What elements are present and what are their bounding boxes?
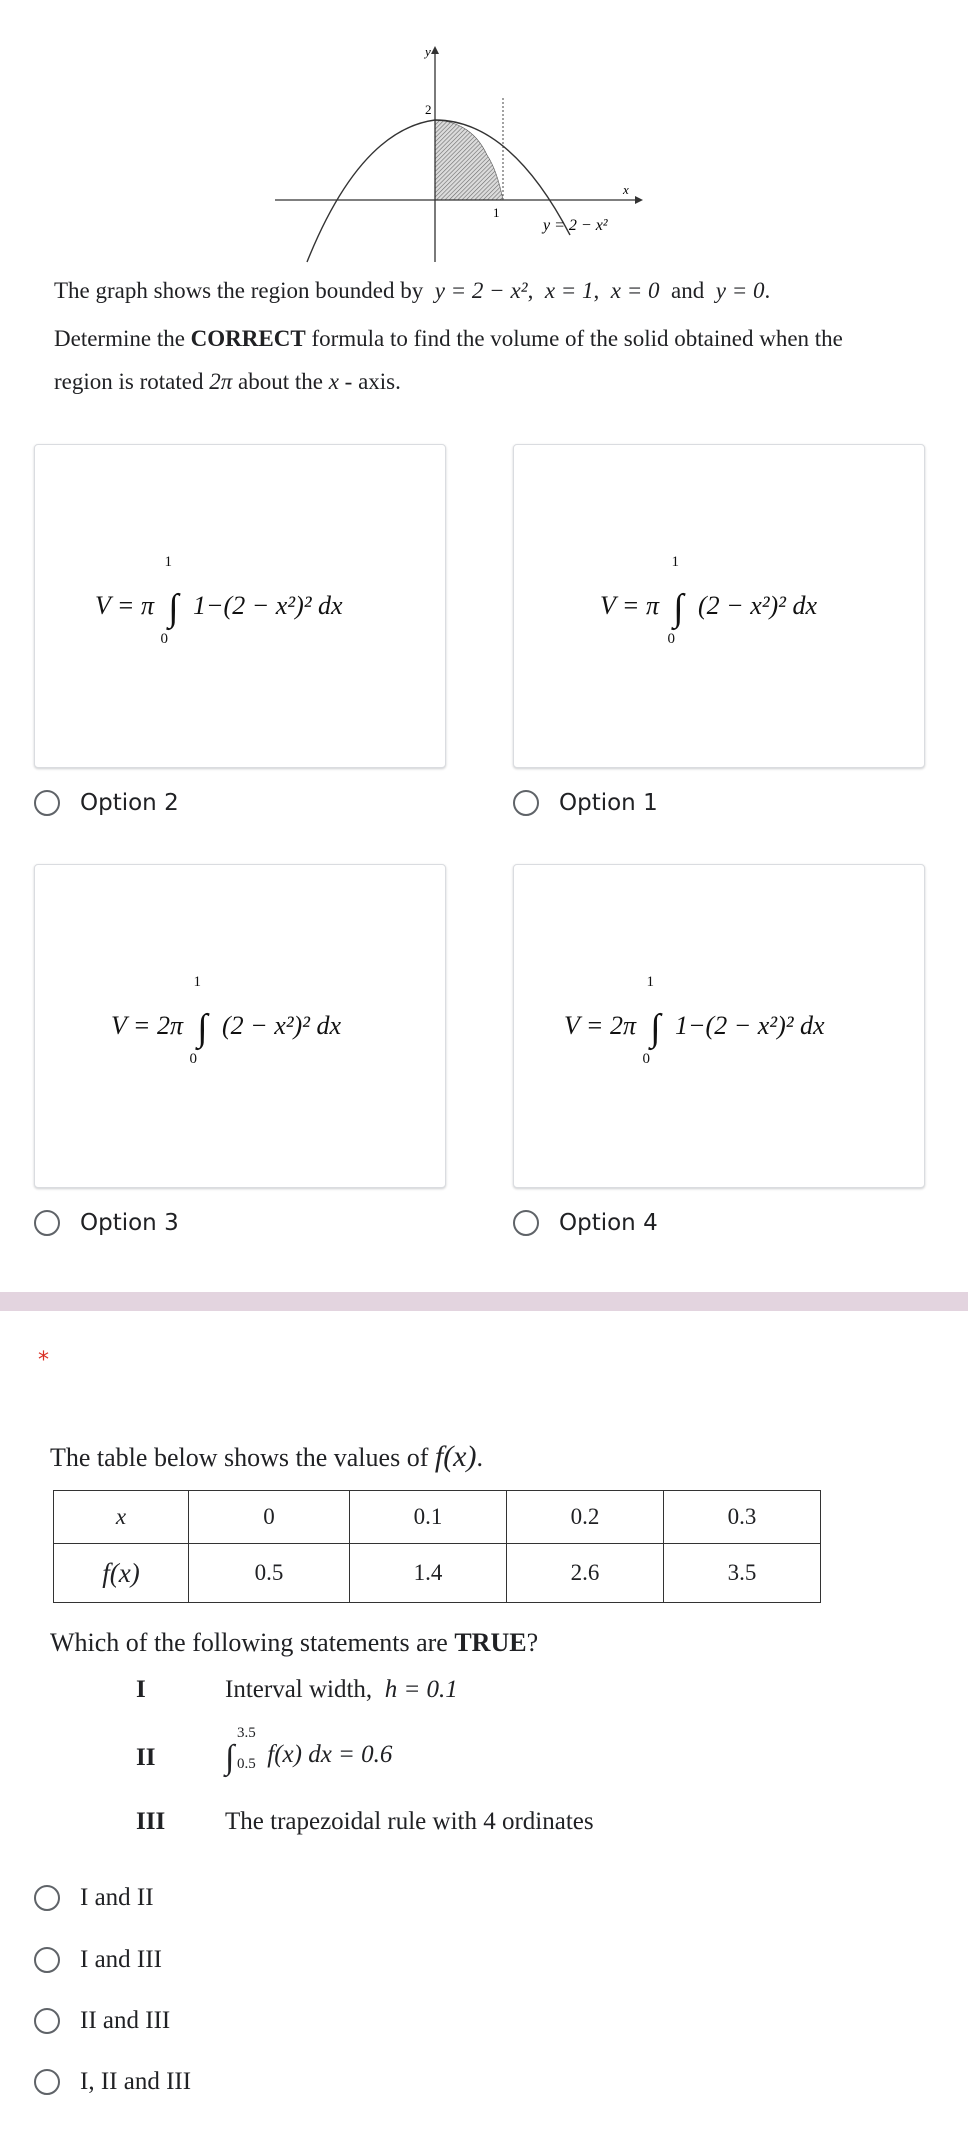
formula-integrand: (2 − x²)² dx xyxy=(221,1011,342,1040)
text-part: , xyxy=(593,278,600,303)
integral-upper-limit: 1 xyxy=(646,974,654,990)
radio-button[interactable] xyxy=(34,2008,60,2034)
x-tick-label: 1 xyxy=(493,205,500,220)
integral-lower-limit: 0 xyxy=(642,1051,650,1067)
statement-ii-integral xyxy=(225,1725,393,1776)
emphasis-correct: CORRECT xyxy=(190,326,306,351)
integral-sign-icon: ∫ xyxy=(225,1739,235,1776)
math-x1: x = 1 xyxy=(544,278,594,303)
table-cell: 0.5 xyxy=(189,1544,350,1603)
statement-number: II xyxy=(136,1744,156,1771)
integral-upper-limit: 1 xyxy=(193,974,201,990)
text-part: . xyxy=(476,1443,483,1472)
table-header-cell: 0.2 xyxy=(507,1491,664,1544)
option-3-formula xyxy=(111,974,342,1067)
integral-sign-icon: ∫ xyxy=(197,1007,208,1049)
integral-lower-limit: 0 xyxy=(189,1051,197,1067)
radio-button[interactable] xyxy=(513,790,539,816)
table-cell: 1.4 xyxy=(350,1544,507,1603)
y-axis-arrow xyxy=(431,46,439,54)
statement-i xyxy=(136,1676,146,1704)
radio-button[interactable] xyxy=(34,790,60,816)
math-fx: f(x) xyxy=(434,1440,477,1473)
option-3-image-card[interactable] xyxy=(34,864,446,1188)
option-2-formula xyxy=(95,554,343,647)
y-tick-label: 2 xyxy=(425,102,432,117)
region-graph xyxy=(265,40,655,270)
math-y0: y = 0 xyxy=(715,278,765,303)
choice-i-ii-and-iii[interactable] xyxy=(34,2064,191,2100)
question1-text-line2 xyxy=(54,316,843,362)
question1-text-line1 xyxy=(54,268,770,314)
required-asterisk: * xyxy=(38,1348,49,1373)
option-1-radio-row[interactable] xyxy=(513,785,658,821)
table-header-cell: 0.3 xyxy=(664,1491,821,1544)
statement-i-text xyxy=(225,1676,458,1704)
option-1-image-card[interactable] xyxy=(513,444,925,768)
statement-text: Interval width, xyxy=(225,1676,373,1703)
text-part: - axis. xyxy=(344,369,401,394)
formula-lhs: V = π xyxy=(600,591,659,620)
values-table xyxy=(53,1490,821,1603)
integral-lower-limit: 0.5 xyxy=(237,1756,256,1772)
statement-text: The trapezoidal rule with 4 ordinates xyxy=(225,1808,594,1835)
choice-label: I, II and III xyxy=(80,2068,192,2095)
statement-number: III xyxy=(136,1808,166,1835)
integral-lower-limit: 0 xyxy=(667,631,675,647)
text-part: Which of the following statements are xyxy=(50,1628,448,1657)
statement-ii xyxy=(136,1744,155,1772)
radio-button[interactable] xyxy=(34,1947,60,1973)
radio-button[interactable] xyxy=(34,2069,60,2095)
table-row xyxy=(54,1544,821,1603)
math-x0: x = 0 xyxy=(610,278,660,303)
option-label: Option 2 xyxy=(80,790,179,816)
x-axis-label: x xyxy=(623,182,629,197)
option-1-formula xyxy=(600,554,818,647)
formula-integrand: 1−(2 − x²)² dx xyxy=(192,591,343,620)
option-4-formula xyxy=(564,974,825,1067)
choice-ii-and-iii[interactable] xyxy=(34,2003,170,2039)
integral-upper-limit: 1 xyxy=(671,554,679,570)
integral-upper-limit: 3.5 xyxy=(237,1725,256,1741)
integral-sign-icon: ∫ xyxy=(673,587,684,629)
table-row xyxy=(54,1491,821,1544)
text-part: . xyxy=(764,278,771,303)
choice-label: II and III xyxy=(80,2007,171,2034)
option-2-image-card[interactable] xyxy=(34,444,446,768)
math-x: x xyxy=(328,369,339,394)
table-header-cell: x xyxy=(54,1491,189,1544)
statement-number: I xyxy=(136,1676,146,1703)
statement-math: h = 0.1 xyxy=(384,1676,458,1703)
integral-sign-icon: ∫ xyxy=(650,1007,661,1049)
choice-label: I and II xyxy=(80,1884,154,1911)
formula-lhs: V = π xyxy=(95,591,154,620)
text-part: Determine the xyxy=(54,326,185,351)
formula-lhs: V = 2π xyxy=(564,1011,636,1040)
text-part: , xyxy=(527,278,534,303)
choice-i-and-iii[interactable] xyxy=(34,1942,162,1978)
question-divider xyxy=(0,1292,968,1311)
text-part: region is rotated xyxy=(54,369,204,394)
statement-iii-text xyxy=(225,1808,594,1836)
statement-math: f(x) dx = 0.6 xyxy=(267,1741,393,1768)
radio-button[interactable] xyxy=(34,1210,60,1236)
text-part: The table below shows the values of xyxy=(50,1443,429,1472)
text-part: about the xyxy=(238,369,323,394)
formula-integrand: 1−(2 − x²)² dx xyxy=(674,1011,825,1040)
option-label: Option 1 xyxy=(559,790,658,816)
table-cell: 2.6 xyxy=(507,1544,664,1603)
radio-button[interactable] xyxy=(34,1885,60,1911)
question1-text-line3 xyxy=(54,359,401,405)
integral-sign-icon: ∫ xyxy=(168,587,179,629)
table-cell: f(x) xyxy=(54,1544,189,1603)
text-part: ? xyxy=(526,1628,539,1657)
text-part: formula to find the volume of the solid obtained when the xyxy=(311,326,843,351)
statement-iii xyxy=(136,1808,165,1836)
table-cell: 3.5 xyxy=(664,1544,821,1603)
shaded-region xyxy=(435,120,503,200)
table-header-cell: 0.1 xyxy=(350,1491,507,1544)
formula-integrand: (2 − x²)² dx xyxy=(697,591,818,620)
text-part: and xyxy=(671,278,705,303)
formula-lhs: V = 2π xyxy=(111,1011,183,1040)
curve-label: y = 2 − x² xyxy=(543,217,608,234)
option-label: Option 3 xyxy=(80,1210,179,1236)
x-axis-arrow xyxy=(635,196,643,204)
math-curve: y = 2 − x² xyxy=(434,278,528,303)
choice-i-and-ii[interactable] xyxy=(34,1880,154,1916)
question2-prompt xyxy=(50,1628,538,1658)
option-4-radio-row[interactable] xyxy=(513,1205,658,1241)
choice-label: I and III xyxy=(80,1946,162,1973)
table-header-cell: 0 xyxy=(189,1491,350,1544)
emphasis-true: TRUE xyxy=(454,1628,527,1657)
option-3-radio-row[interactable] xyxy=(34,1205,179,1241)
integral-upper-limit: 1 xyxy=(164,554,172,570)
option-4-image-card[interactable] xyxy=(513,864,925,1188)
radio-button[interactable] xyxy=(513,1210,539,1236)
option-label: Option 4 xyxy=(559,1210,658,1236)
option-2-radio-row[interactable] xyxy=(34,785,179,821)
y-axis-label: y xyxy=(425,44,431,59)
text-part: The graph shows the region bounded by xyxy=(54,278,424,303)
question2-intro xyxy=(50,1440,483,1474)
integral-lower-limit: 0 xyxy=(160,631,168,647)
math-2pi: 2π xyxy=(209,369,233,394)
